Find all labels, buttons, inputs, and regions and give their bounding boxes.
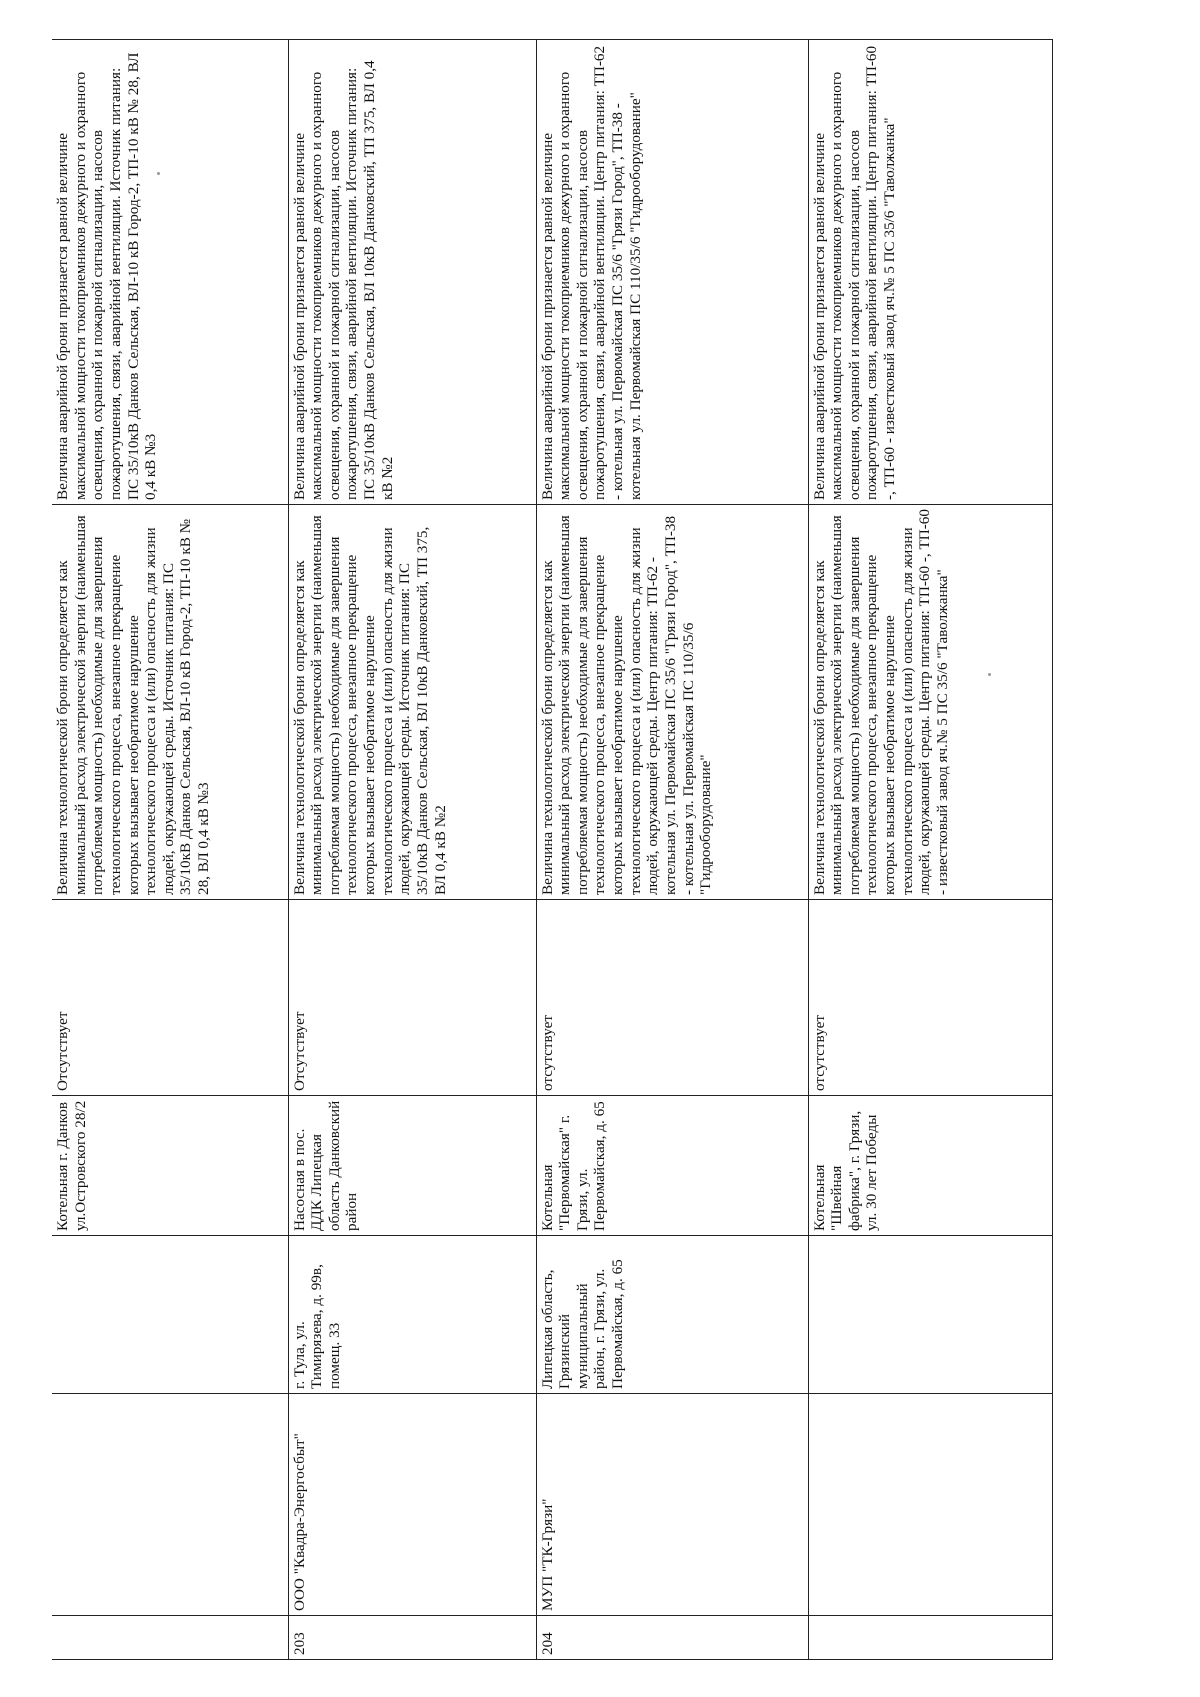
organization-cell: ООО "Квадра-Энергосбыт" [288, 1394, 536, 1616]
scan-speck [988, 673, 991, 676]
table-row [536, 40, 808, 1660]
address-cell: Липецкая область, Грязинский муниципальный район, г. Грязи, ул. Первомайская, д. 65 [536, 1236, 808, 1394]
technological-reserve-cell: Величина технологической брони определяется как минимальный расход электрической энергии (наименьшая потребляемая мощность) необходимые для завершения технологического процесса, внезапное прекращение которых вызывает необратимое нарушение технологического процесса и (или) опасность для жизни людей, окружающей среды. Центр питания: ТП-62 - котельная ул. Первомайская ПС 35/6 "Грязи Город", ТП-38 - котельная ул. Первомайская ПС 110/35/6 "Гидрооборудование" [536, 505, 808, 900]
emergency-status-cell: отсутствует [536, 900, 808, 1096]
organization-cell: МУП "ТК-Грязи" [536, 1394, 808, 1616]
emergency-status-cell: отсутствует [808, 900, 1052, 1096]
technological-reserve-cell: Величина технологической брони определяется как минимальный расход электрической энергии (наименьшая потребляемая мощность) необходимые для завершения технологического процесса, внезапное прекращение которых вызывает необратимое нарушение технологического процесса и (или) опасность для жизни людей, окружающей среды. Источник питания: ПС 35/10кВ Данков Сельская, ВЛ-10 кВ Город-2, ТП-10 кВ № 28, ВЛ 0,4 кВ №3 [52, 505, 288, 900]
row-number [52, 1616, 288, 1660]
emergency-reserve-cell: Величина аварийной брони признается равной величине максимальной мощности токоприемников дежурного и охранного освещения, охранной и пожарной сигнализации, насосов пожаротушения, связи, аварийной вентиляции. Центр питания: ТП-60 -, ТП-60 - известковый завод яч.№ 5 ПС 35/6 "Таволжанка" [808, 40, 1052, 505]
organization-cell [808, 1394, 1052, 1616]
address-cell: г. Тула, ул. Тимирязева, д. 99в, помещ. 33 [288, 1236, 536, 1394]
table-row [288, 40, 536, 1660]
table-row [808, 40, 1052, 1660]
emergency-status-cell: Отсутствует [52, 900, 288, 1096]
row-number: 204 [536, 1616, 808, 1660]
object-cell: Котельная "Первомайская" г. Грязи, ул. Первомайская, д. 65 [536, 1096, 808, 1236]
reserve-table [52, 39, 1053, 1660]
address-cell [52, 1236, 288, 1394]
emergency-reserve-cell: Величина аварийной брони признается равной величине максимальной мощности токоприемников дежурного и охранного освещения, охранной и пожарной сигнализации, насосов пожаротушения, связи, аварийной вентиляции. Источник питания: ПС 35/10кВ Данков Сельская, ВЛ-10 кВ Город-2, ТП-10 кВ № 28, ВЛ 0,4 кВ №3 [52, 40, 288, 505]
row-number: 203 [288, 1616, 536, 1660]
scan-speck [157, 172, 160, 175]
emergency-reserve-cell: Величина аварийной брони признается равной величине максимальной мощности токоприемников дежурного и охранного освещения, охранной и пожарной сигнализации, насосов пожаротушения, связи, аварийной вентиляции. Источник питания: ПС 35/10кВ Данков Сельская, ВЛ 10кВ Данковский, ТП 375, ВЛ 0,4 кВ №2 [288, 40, 536, 505]
organization-cell [52, 1394, 288, 1616]
row-number [808, 1616, 1052, 1660]
technological-reserve-cell: Величина технологической брони определяется как минимальный расход электрической энергии (наименьшая потребляемая мощность) необходимые для завершения технологического процесса, внезапное прекращение которых вызывает необратимое нарушение технологического процесса и (или) опасность для жизни людей, окружающей среды. Источник питания: ПС 35/10кВ Данков Сельская, ВЛ 10кВ Данковский, ТП 375, ВЛ 0,4 кВ №2 [288, 505, 536, 900]
emergency-status-cell: Отсутствует [288, 900, 536, 1096]
object-cell: Котельная г. Данков ул.Островского 28/2 [52, 1096, 288, 1236]
emergency-reserve-cell: Величина аварийной брони признается равной величине максимальной мощности токоприемников дежурного и охранного освещения, охранной и пожарной сигнализации, насосов пожаротушения, связи, аварийной вентиляции. Центр питания: ТП-62 - котельная ул. Первомайская ПС 35/6 "Грязи Город", ТП-38 - котельная ул. Первомайская ПС 110/35/6 "Гидрооборудование" [536, 40, 808, 505]
table-row [52, 40, 288, 1660]
technological-reserve-cell: Величина технологической брони определяется как минимальный расход электрической энергии (наименьшая потребляемая мощность) необходимые для завершения технологического процесса, внезапное прекращение которых вызывает необратимое нарушение технологического процесса и (или) опасность для жизни людей, окружающей среды. Центр питания: ТП-60 -, ТП-60 - известковый завод яч.№ 5 ПС 35/6 "Таволжанка" [808, 505, 1052, 900]
address-cell [808, 1236, 1052, 1394]
object-cell: Насосная в пос. ДДК Липецкая область Данковский район [288, 1096, 536, 1236]
object-cell: Котельная "Швейная фабрика", г. Грязи, ул. 30 лет Победы [808, 1096, 1052, 1236]
